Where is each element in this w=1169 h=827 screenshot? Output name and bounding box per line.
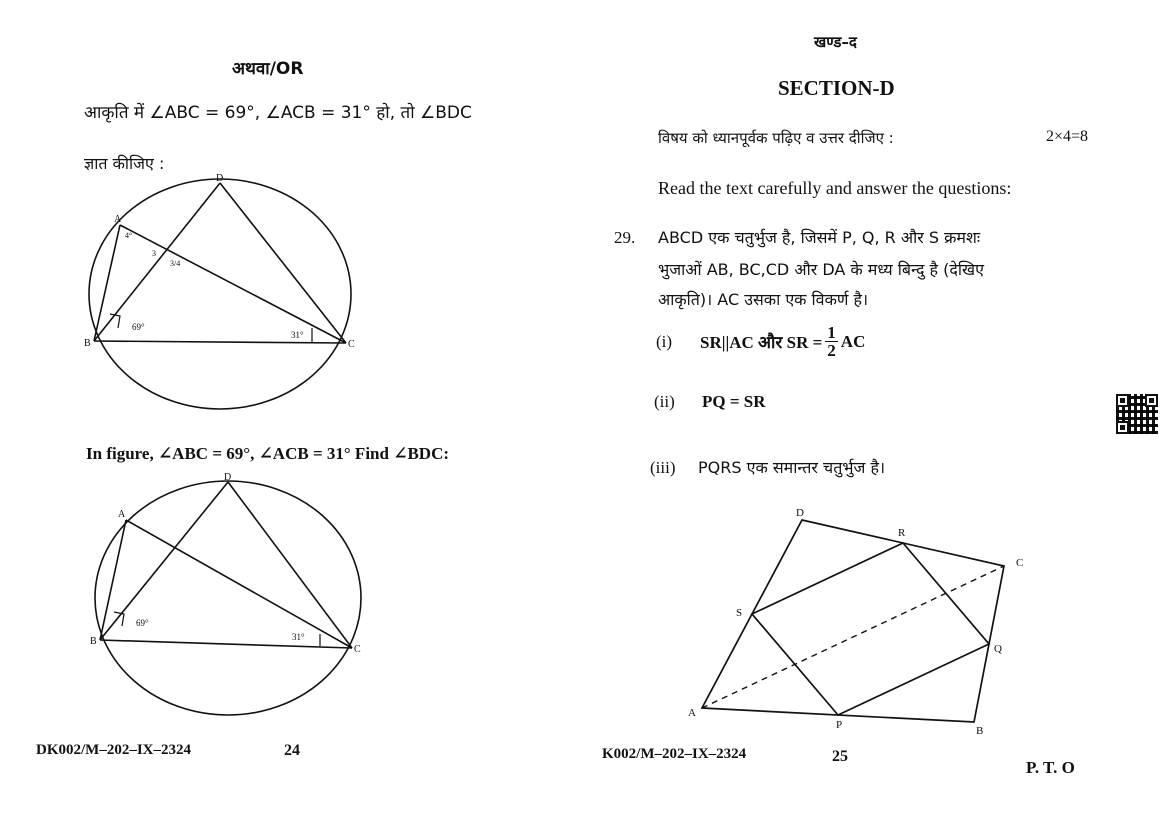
question-hindi-line1: आकृति में ∠ABC = 69°, ∠ACB = 31° हो, तो ∠BDC <box>84 103 472 123</box>
quad-label-a: A <box>688 707 696 719</box>
part-i <box>700 324 865 359</box>
part-iii-number: (iii) <box>650 458 676 477</box>
fig1-angle-c: 31° <box>291 330 304 340</box>
fig2-label-b: B <box>90 636 97 647</box>
quad-label-r: R <box>898 527 906 539</box>
quad-label-d: D <box>796 507 804 519</box>
fig2-label-d: D <box>224 472 232 483</box>
instruction-hindi: विषय को ध्यानपूर्वक पढ़िए व उत्तर दीजिए : <box>658 129 894 147</box>
question-number: 29. <box>614 228 636 247</box>
fig1-label-d: D <box>216 173 224 184</box>
circle-figure-2 <box>88 468 378 718</box>
left-page-number: 24 <box>284 742 300 759</box>
fig1-label-b: B <box>84 338 91 349</box>
circle-figure-1 <box>80 170 370 420</box>
pto-label: P. T. O <box>1026 758 1075 777</box>
half-fraction <box>825 324 838 359</box>
part-i-number: (i) <box>656 332 673 351</box>
fig2-label-c: C <box>354 644 361 655</box>
fig1-label-a: A <box>114 214 122 225</box>
fig1-angle-b: 69° <box>132 322 145 332</box>
qr-code-icon <box>1116 394 1158 434</box>
right-footer-code: K002/M–202–IX–2324 <box>602 746 747 762</box>
question-english: In figure, ∠ABC = 69°, ∠ACB = 31° Find ∠BDC: <box>86 444 450 463</box>
part-i-tail: AC <box>840 331 866 351</box>
quad-label-c: C <box>1016 557 1024 569</box>
instruction-english: Read the text carefully and answer the questions: <box>658 178 1012 198</box>
fig1-mark-1: 4° <box>125 231 133 240</box>
part-ii-text: PQ = SR <box>702 392 766 411</box>
fraction-numerator: 1 <box>827 323 836 342</box>
fig1-label-c: C <box>348 339 355 350</box>
fig2-label-a: A <box>118 509 126 520</box>
part-ii-number: (ii) <box>654 392 675 411</box>
quadrilateral-figure <box>680 500 1040 740</box>
part-i-text: SR||AC और SR = <box>700 333 823 352</box>
part-iii-text: PQRS एक समान्तर चतुर्भुज है। <box>698 458 886 477</box>
question-line2: भुजाओं AB, BC,CD और DA के मध्य बिन्दु है (देखिए <box>658 260 984 279</box>
right-page-number: 25 <box>832 748 848 765</box>
question-hindi-line2: ज्ञात कीजिए : <box>84 154 165 173</box>
section-hindi-heading: खण्ड–द <box>814 33 857 51</box>
quad-label-s: S <box>736 607 743 619</box>
fig1-mark-3: 3/4 <box>170 259 181 268</box>
quad-label-b: B <box>976 725 984 737</box>
question-line1: ABCD एक चतुर्भुज है, जिसमें P, Q, R और S क्रमशः <box>658 228 981 247</box>
quad-label-q: Q <box>994 643 1002 655</box>
left-footer-code: DK002/M–202–IX–2324 <box>36 742 191 758</box>
question-line3: आकृति)। AC उसका एक विकर्ण है। <box>658 290 869 309</box>
quad-label-p: P <box>836 719 843 731</box>
fraction-denominator: 2 <box>827 341 836 360</box>
marks: 2×4=8 <box>1046 128 1089 145</box>
section-english-heading: SECTION-D <box>778 76 895 100</box>
fig2-angle-c: 31° <box>292 632 305 642</box>
fig2-angle-b: 69° <box>136 618 149 628</box>
or-heading: अथवा/OR <box>232 59 304 79</box>
fig1-mark-2: 3 <box>152 249 156 258</box>
